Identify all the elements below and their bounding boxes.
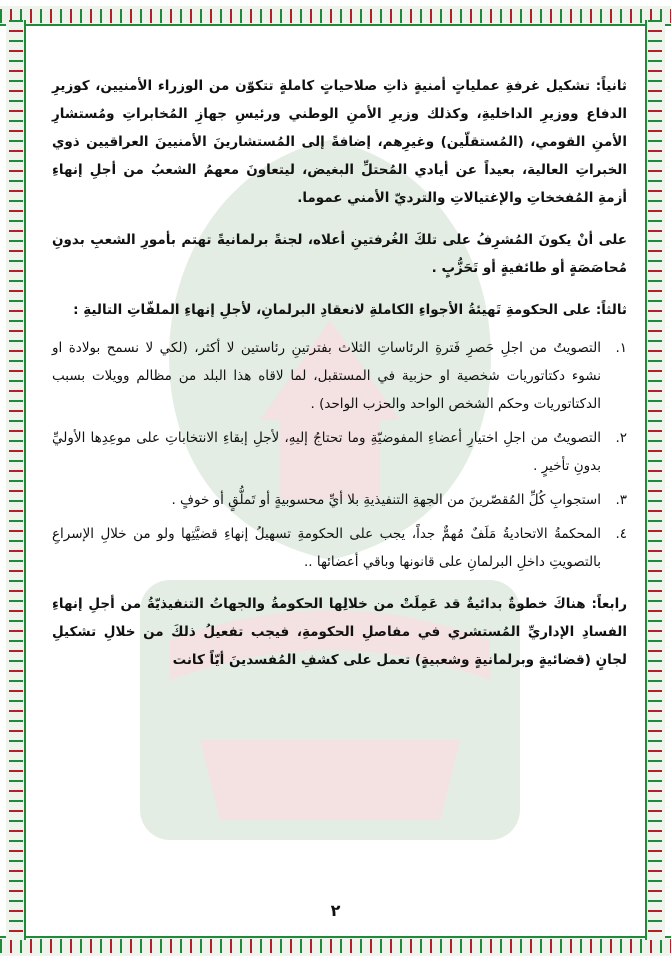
list-item-number: ١. — [615, 340, 627, 356]
list-item-number: ٢. — [615, 430, 627, 446]
list-item-number: ٣. — [615, 492, 627, 508]
numbered-list — [52, 334, 627, 576]
decorative-border-right — [645, 20, 665, 940]
paragraph-second: ثانياً: تشكيل غرفةِ عملياتٍ أمنيةٍ ذاتِ صلاحياتٍ كاملةٍ تتكوّن من الوزراء الأمنيين، كوزيرِ الدفاع ووزيرِ الداخليةِ، وكذلك وزيرِ الأمنِ الوطني ورئيسِ جهازِ المُخابراتِ ومُستشارِ الأمنِ القومي، (المُستقلّين) وغيرِهم، إضافةً إلى المُستشارينَ الأمنيينَ العراقيين ذوي الخبراتِ العالية، بعيداً عن أيادي المُحتلِّ البغيض، ليتعاونَ معهمُ الشعبُ من أجلِ إنهاءِ أزمةِ المُفخخاتِ والإغتيالاتِ والترديّ الأمني عموما. — [52, 78, 627, 206]
document-body — [52, 72, 627, 900]
list-item-text: التصويتُ من اجلِ اختيارِ أعضاءِ المفوضيّةِ وما تحتاجُ إليهِ، لأجلِ إبقاءِ الانتخاباتِ على موعِدِها الأوليِّ بدونِ تأخيرٍ . — [52, 430, 601, 474]
decorative-border-top — [0, 6, 671, 26]
decorative-border-bottom — [0, 936, 671, 956]
list-item — [52, 486, 627, 514]
decorative-border-left — [6, 20, 26, 940]
page-number: ٢ — [330, 901, 341, 920]
list-item-text: المحكمةُ الاتحاديةُ مَلَفٌ مُهمٌّ جداً، يجب على الحكومةِ تسهيلُ إنهاءِ قضيَّتِها ولو من خلالِ الإسراعِ بالتصويتِ داخلِ البرلمانِ على قانونها وباقي أعضائها .. — [52, 526, 601, 570]
list-item — [52, 334, 627, 418]
list-item — [52, 424, 627, 480]
list-item — [52, 520, 627, 576]
list-item-text: استجوابِ كُلِّ المُقصّرينَ من الجهةِ التنفيذيةِ بلا أيِّ محسوبيةٍ أو تَملُّقٍ أو خوفٍ . — [171, 492, 601, 508]
paragraph-oversight: على أنْ يكونَ المُشرِفُ على تلكَ الغُرفتينِ أعلاه، لجنةً برلمانيةً تهتم بأمورِ الشعبِ بدونِ مُحاصَصَةٍ أو طائفيةٍ أو تَحَزُّبٍ . — [52, 232, 627, 276]
paragraph-third-heading: ثالثاً: على الحكومةِ تَهيئةُ الأجواءِ الكاملةِ لانعقادِ البرلمانِ، لأجلِ إنهاءِ الملفّاتِ التاليةِ : — [73, 302, 627, 318]
list-item-number: ٤. — [615, 526, 627, 542]
list-item-text: التصويتُ من اجلِ حَصرِ فَترةِ الرئاساتِ الثلاث بفترتينِ رئاستين لا أكثر، (لكي لا نسمح بولادة او نشوء دكتاتوريات شخصية او حزبية في المستقبل، لما لاقاه هذا البلد من مظالم وويلات بسبب الدكتاتوريات وحكم الشخص الواحد والحزب الواحد) . — [52, 340, 601, 412]
paragraph-fourth: رابعاً: هناكَ خطوةٌ بدائيةٌ قد عَمِلَتْ من خلالِها الحكومةُ والجهاتُ التنفيذيّةُ من أجلِ إنهاءِ الفسادِ الإداريِّ المُستشري في مفاصلِ الحكومةِ، فيجب تفعيلُ ذلكَ من خلالِ تشكيلِ لجانٍ (قضائيةٍ وبرلمانيةٍ وشعبيةٍ) تعمل على كشفِ المُفسدينَ أيّاً كانت — [52, 596, 627, 668]
